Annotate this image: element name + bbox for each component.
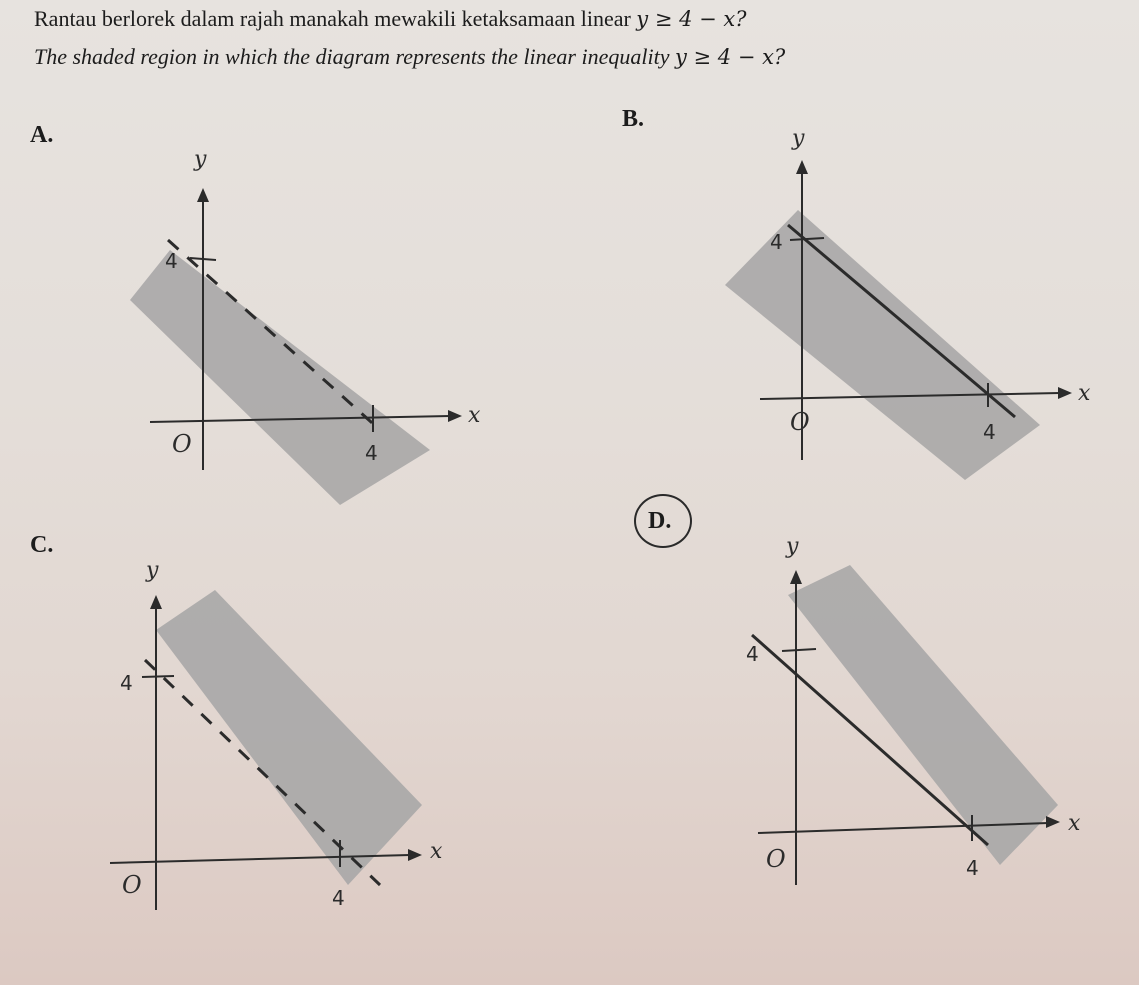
question-malay-text: Rantau berlorek dalam rajah manakah mewakili ketaksamaan linear	[34, 6, 631, 31]
question-malay	[34, 6, 747, 32]
y-intercept-label: 4	[746, 642, 759, 666]
option-b-label[interactable]: B.	[622, 106, 645, 132]
graph-option-d[interactable]	[720, 535, 1120, 905]
question-english-inequality: y ≥ 4 − x?	[674, 45, 786, 69]
question-english	[34, 44, 785, 70]
graph-option-a[interactable]	[110, 140, 490, 510]
option-d-label[interactable]: D.	[648, 508, 672, 534]
y-intercept-label: 4	[120, 671, 133, 695]
x-axis-arrow	[1046, 816, 1060, 828]
x-intercept-label: 4	[983, 420, 996, 444]
x-axis-label: x	[1078, 381, 1091, 406]
question-english-text: The shaded region in which the diagram represents the linear inequality	[34, 44, 670, 69]
x-axis-arrow	[408, 849, 422, 861]
x-intercept-label: 4	[365, 441, 378, 465]
x-axis-label: x	[468, 403, 481, 428]
y-tick-4	[782, 649, 816, 651]
y-axis-label: y	[792, 126, 805, 151]
x-axis-label: x	[430, 839, 443, 864]
y-axis-label: y	[146, 558, 159, 583]
origin-label: O	[766, 845, 786, 873]
origin-label: O	[790, 408, 810, 436]
y-intercept-label: 4	[770, 230, 783, 254]
graph-option-c[interactable]	[100, 555, 480, 925]
origin-label: O	[172, 430, 192, 458]
y-axis-arrow	[150, 595, 162, 609]
y-axis-arrow	[197, 188, 209, 202]
y-axis-arrow	[796, 160, 808, 174]
y-axis-label: y	[786, 534, 799, 559]
shaded-region	[156, 590, 422, 885]
y-tick-4	[142, 676, 174, 677]
y-tick-4	[190, 258, 216, 260]
x-intercept-label: 4	[332, 886, 345, 910]
y-intercept-label: 4	[165, 249, 178, 273]
shaded-region	[788, 565, 1058, 865]
x-intercept-label: 4	[966, 856, 979, 880]
option-c-label[interactable]: C.	[30, 532, 54, 558]
shaded-region	[130, 250, 430, 505]
graph-option-b[interactable]	[720, 125, 1120, 495]
y-axis-label: y	[194, 147, 207, 172]
x-axis-label: x	[1068, 811, 1081, 836]
option-a-label[interactable]: A.	[30, 122, 54, 148]
y-axis-arrow	[790, 570, 802, 584]
x-axis-arrow	[1058, 387, 1072, 399]
question-malay-inequality: y ≥ 4 − x?	[636, 7, 747, 31]
x-axis-arrow	[448, 410, 462, 422]
origin-label: O	[122, 871, 142, 899]
